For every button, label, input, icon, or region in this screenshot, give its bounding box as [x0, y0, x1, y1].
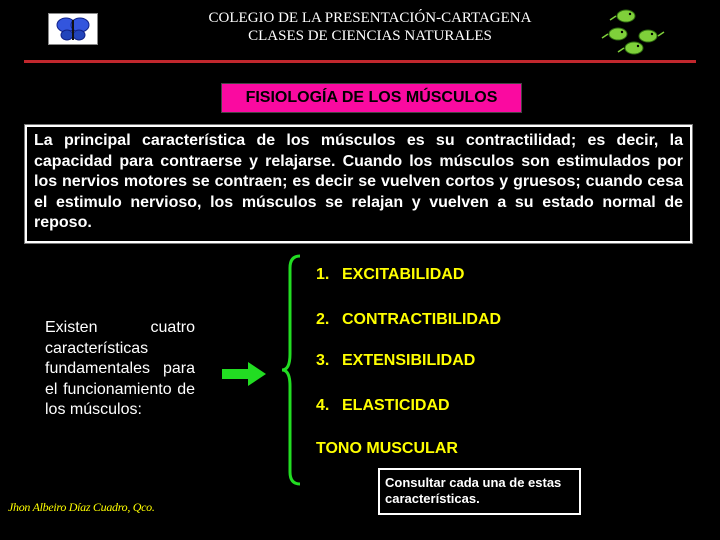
page-title: FISIOLOGÍA DE LOS MÚSCULOS — [221, 83, 522, 113]
author-signature: Jhon Albeiro Díaz Cuadro, Qco. — [8, 500, 155, 514]
class-subtitle: CLASES DE CIENCIAS NATURALES — [248, 28, 492, 44]
list-item: 1. EXCITABILIDAD — [316, 266, 465, 283]
butterfly-logo — [48, 13, 98, 45]
frogs-logo — [600, 6, 672, 58]
list-item: 2. CONTRACTIBILIDAD — [316, 311, 502, 328]
list-item: 4. ELASTICIDAD — [316, 397, 450, 414]
header-divider — [24, 60, 696, 63]
frogs-icon — [600, 6, 672, 58]
intro-text: Existen cuatro características fundamentales para el funcionamiento de los músculos: — [35, 307, 205, 457]
butterfly-icon — [49, 14, 97, 44]
right-arrow-icon — [222, 362, 266, 386]
school-name: COLEGIO DE LA PRESENTACIÓN-CARTAGENA — [208, 10, 532, 26]
list-item: 3. EXTENSIBILIDAD — [316, 352, 476, 369]
tono-muscular-item: TONO MUSCULAR — [316, 440, 458, 457]
note-box: Consultar cada una de estas características. — [378, 468, 581, 515]
main-paragraph: La principal característica de los músculos es su contractilidad; es decir, la capacidad para contraerse y relajarse. Cuando los músculos son estimulados por los nervios motores se contraen; es decir se vuelven cortos y gruesos; cuando cesa el estimulo nervioso, los músculos se relajan y vuelven a su estado normal de reposo. — [25, 125, 692, 243]
curly-brace-icon — [280, 254, 302, 486]
